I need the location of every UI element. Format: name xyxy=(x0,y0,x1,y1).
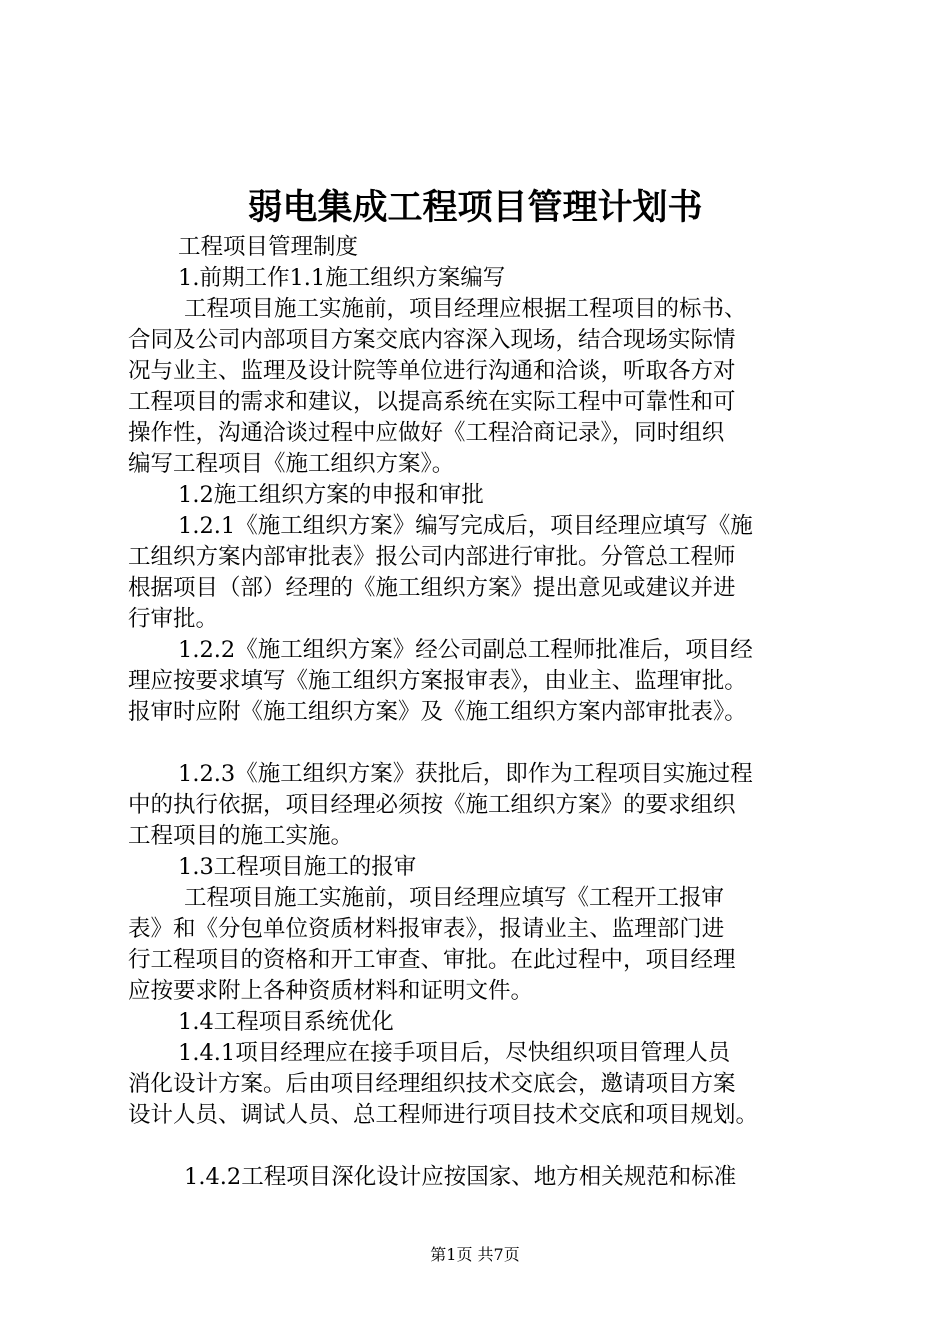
paragraph-line: 工程项目施工实施前，项目经理应根据工程项目的标书、 xyxy=(184,296,747,322)
paragraph-line: 工程项目施工实施前，项目经理应填写《工程开工报审 xyxy=(184,885,725,911)
paragraph-line: 理应按要求填写《施工组织方案报审表》，由业主、监理审批。 xyxy=(128,668,747,694)
paragraph-line: 1.2.2《施工组织方案》经公司副总工程师批准后，项目经 xyxy=(178,637,753,663)
paragraph-gap xyxy=(128,1131,840,1162)
paragraph-line: 1.2.3《施工组织方案》获批后，即作为工程项目实施过程 xyxy=(178,761,753,787)
heading-section-1-2: 1.2施工组织方案的申报和审批 xyxy=(178,482,484,508)
paragraph-line: 工组织方案内部审批表》报公司内部进行审批。分管总工程师 xyxy=(128,544,736,570)
heading-section-1: 1.前期工作1.1施工组织方案编写 xyxy=(178,265,506,291)
paragraph-line: 消化设计方案。后由项目经理组织技术交底会，邀请项目方案 xyxy=(128,1071,736,1097)
paragraph-line: 1.4.1项目经理应在接手项目后，尽快组织项目管理人员 xyxy=(178,1040,731,1066)
paragraph-line: 中的执行依据，项目经理必须按《施工组织方案》的要求组织 xyxy=(128,792,736,818)
paragraph-line: 况与业主、监理及设计院等单位进行沟通和洽谈，听取各方对 xyxy=(128,358,736,384)
paragraph-line: 应按要求附上各种资质材料和证明文件。 xyxy=(128,978,534,1004)
paragraph-line: 表》和《分包单位资质材料报审表》，报请业主、监理部门进 xyxy=(128,916,725,942)
paragraph-line: 合同及公司内部项目方案交底内容深入现场，结合现场实际情 xyxy=(128,327,736,353)
document-title: 弱电集成工程项目管理计划书 xyxy=(247,187,703,228)
heading-section-1-4: 1.4工程项目系统优化 xyxy=(178,1009,394,1035)
paragraph-line: 1.4.2工程项目深化设计应按国家、地方相关规范和标准 xyxy=(184,1164,737,1190)
heading-management-system: 工程项目管理制度 xyxy=(178,234,359,260)
paragraph-line: 工程项目的需求和建议，以提高系统在实际工程中可靠性和可 xyxy=(128,389,736,415)
paragraph-line: 操作性，沟通洽谈过程中应做好《工程洽商记录》，同时组织 xyxy=(128,420,725,446)
paragraph-line: 编写工程项目《施工组织方案》。 xyxy=(128,451,455,477)
heading-section-1-3: 1.3工程项目施工的报审 xyxy=(178,854,417,880)
paragraph-line: 行审批。 xyxy=(128,606,219,632)
paragraph-line: 工程项目的施工实施。 xyxy=(128,823,354,849)
paragraph-line: 设计人员、调试人员、总工程师进行项目技术交底和项目规划。 xyxy=(128,1102,759,1128)
page-footer: 第1页 共7页 xyxy=(430,1245,520,1264)
paragraph-line: 根据项目（部）经理的《施工组织方案》提出意见或建议并进 xyxy=(128,575,736,601)
document-body xyxy=(128,232,840,1193)
paragraph-line: 1.2.1《施工组织方案》编写完成后，项目经理应填写《施 xyxy=(178,513,753,539)
paragraph-gap xyxy=(128,728,840,759)
paragraph-line: 报审时应附《施工组织方案》及《施工组织方案内部审批表》。 xyxy=(128,699,747,725)
paragraph-line: 行工程项目的资格和开工审查、审批。在此过程中，项目经理 xyxy=(128,947,736,973)
